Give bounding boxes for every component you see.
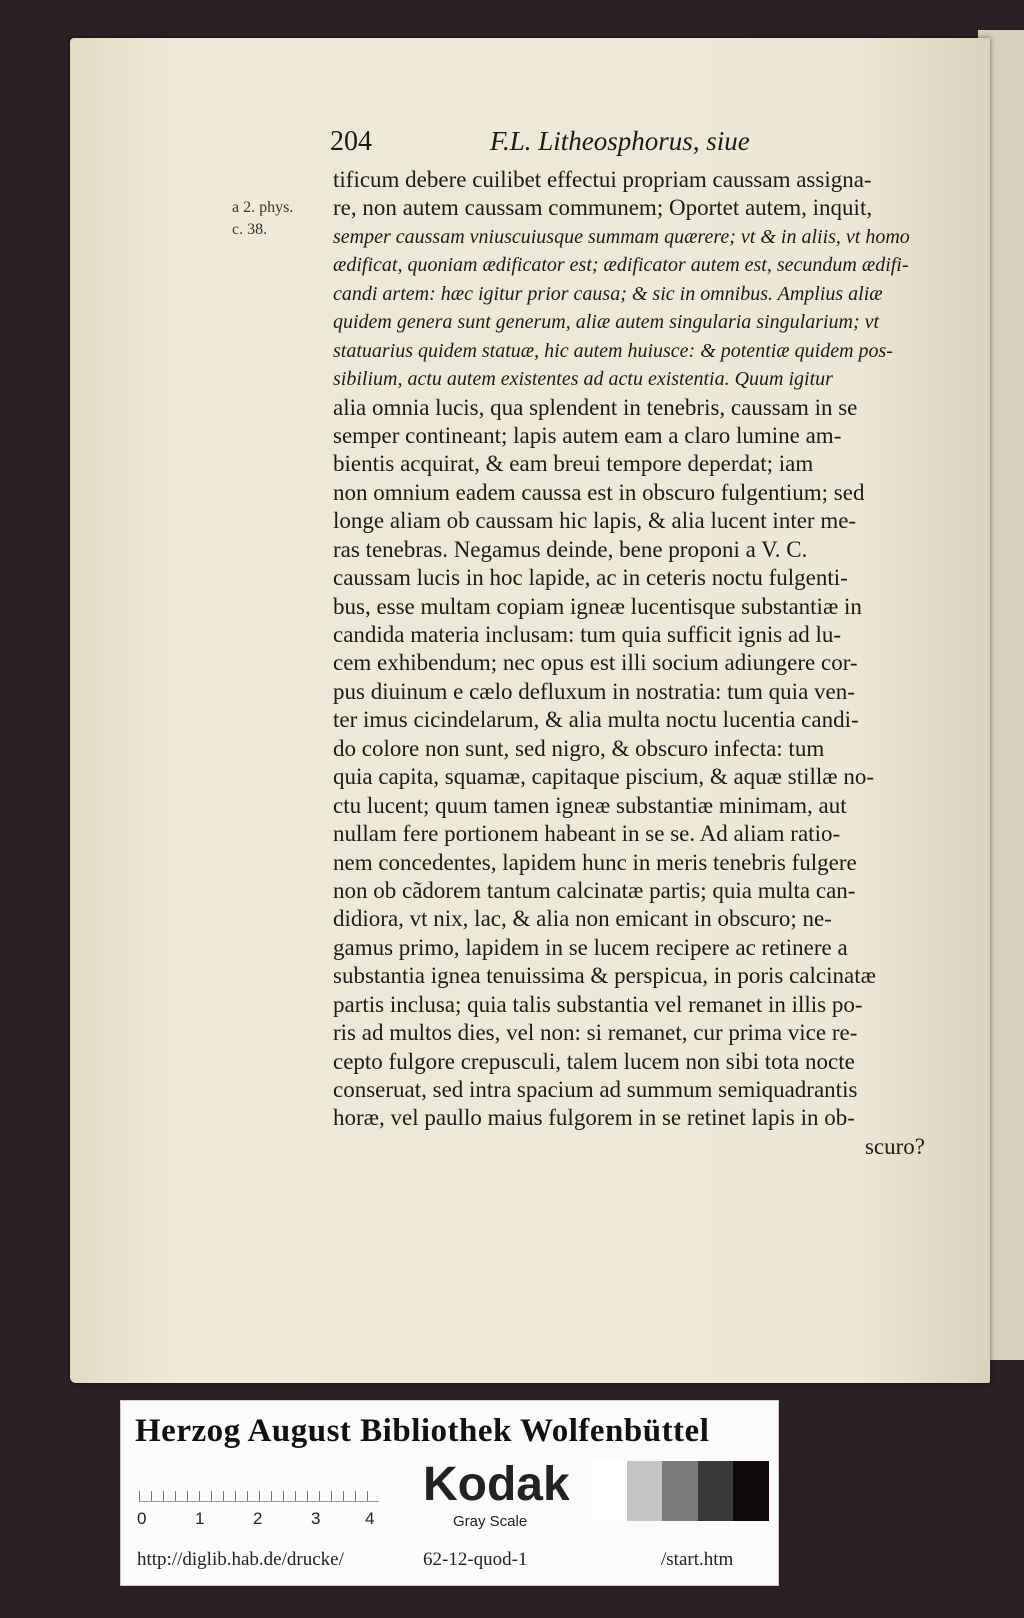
ruler-number: 0 [137, 1509, 147, 1528]
text-line: nem concedentes, lapidem hunc in meris tenebris fulgere [333, 849, 857, 875]
text-line: cepto fulgore crepusculi, talem lucem non sibi tota nocte [333, 1048, 855, 1074]
text-line: bientis acquirat, & eam breui tempore deperdat; iam [333, 451, 814, 477]
text-line: ter imus cicindelarum, & alia multa noctu lucentia candi- [333, 707, 859, 733]
text-line: conseruat, sed intra spacium ad summum semiquadrantis [333, 1077, 858, 1102]
text-line: statuarius quidem statuæ, hic autem huiusce: & potentiæ quidem pos- [333, 339, 893, 362]
text-line: tificum debere cuilibet effectui propriam caussam assigna- [333, 167, 872, 192]
text-line: do colore non sunt, sed nigro, & obscuro infecta: tum [333, 735, 825, 761]
page-number: 204 [330, 126, 372, 157]
ruler-scale [139, 1475, 379, 1502]
margin-note-line: c. 38. [232, 221, 268, 238]
text-line: quidem genera sunt generum, aliæ autem singularia singularium; vt [333, 311, 880, 334]
text-line: horæ, vel paullo maius fulgorem in se retinet lapis in ob- [333, 1105, 855, 1131]
url-part-id: 62-12-quod-1 [423, 1549, 528, 1570]
gray-patch [733, 1461, 769, 1521]
margin-note-line: a 2. phys. [232, 199, 294, 216]
text-line: ædificat, quoniam ædificator est; ædificator autem est, secundum ædifi- [333, 254, 909, 277]
body-text [333, 166, 955, 1161]
text-line: sibilium, actu autem existentes ad actu existentia. Quum igitur [333, 368, 833, 391]
text-line: substantia ignea tenuissima & perspicua, in poris calcinatæ [333, 963, 876, 989]
gray-patch [698, 1461, 734, 1521]
url-part-end: /start.htm [661, 1549, 734, 1570]
text-line: candida materia inclusam: tum quia sufficit ignis ad lu- [333, 622, 841, 647]
text-line: pus diuinum e cælo defluxum in nostratia: tum quia ven- [333, 678, 855, 704]
ruler-number: 3 [311, 1509, 321, 1528]
margin-note [232, 197, 328, 241]
text-line: nullam fere portionem habeant in se se. Ad aliam ratio- [333, 821, 841, 847]
ruler-number: 1 [195, 1509, 205, 1528]
text-line: non ob cãdorem tantum calcinatæ partis; quia multa can- [333, 877, 856, 903]
text-line: didiora, vt nix, lac, & alia non emicant in obscuro; ne- [333, 906, 832, 932]
running-title: F.L. Litheosphorus, siue [490, 126, 750, 156]
text-line: cem exhibendum; nec opus est illi socium adiungere cor- [333, 650, 858, 676]
text-line: ctu lucent; quum tamen igneæ substantiæ minimam, aut [333, 792, 847, 818]
kodak-logo: Kodak [423, 1458, 570, 1511]
text-line: gamus primo, lapidem in se lucem recipere ac retinere a [333, 934, 848, 960]
ruler-number: 2 [253, 1509, 263, 1528]
text-line: bus, esse multam copiam igneæ lucentisque substantiæ in [333, 593, 862, 619]
gray-patch [627, 1461, 663, 1521]
page-header [330, 126, 930, 160]
library-scan-label [120, 1400, 779, 1586]
gray-scale-patches [591, 1461, 769, 1521]
text-line: partis inclusa; quia talis substantia vel remanet in illis po- [333, 991, 863, 1017]
text-line: semper contineant; lapis autem eam a claro lumine am- [333, 422, 842, 448]
text-line: scuro? [864, 1133, 925, 1159]
text-line: ris ad multos dies, vel non: si remanet, cur prima vice re- [333, 1020, 858, 1046]
text-line: longe aliam ob caussam hic lapis, & alia lucent inter me- [333, 508, 857, 534]
library-name: Herzog August Bibliothek Wolfenbüttel [135, 1413, 710, 1449]
gray-patch [591, 1461, 627, 1521]
text-line: re, non autem caussam communem; Oportet autem, inquit, [333, 195, 873, 221]
text-line: ras tenebras. Negamus deinde, bene proponi a V. C. [333, 536, 808, 562]
text-line: quia capita, squamæ, capitaque piscium, & aquæ stillæ no- [333, 764, 875, 790]
text-line: semper caussam vniuscuiusque summam quærere; vt & in aliis, vt homo [333, 225, 910, 248]
text-line: caussam lucis in hoc lapide, ac in ceteris noctu fulgenti- [333, 565, 848, 591]
text-line: candi artem: hæc igitur prior causa; & sic in omnibus. Amplius aliæ [333, 282, 883, 305]
text-line: alia omnia lucis, qua splendent in tenebris, caussam in se [333, 394, 858, 420]
gray-patch [662, 1461, 698, 1521]
text-line: non omnium eadem caussa est in obscuro fulgentium; sed [333, 479, 865, 505]
ruler-number: 4 [365, 1509, 375, 1528]
url-part-base: http://diglib.hab.de/drucke/ [137, 1549, 344, 1570]
gray-scale-caption: Gray Scale [453, 1513, 528, 1530]
